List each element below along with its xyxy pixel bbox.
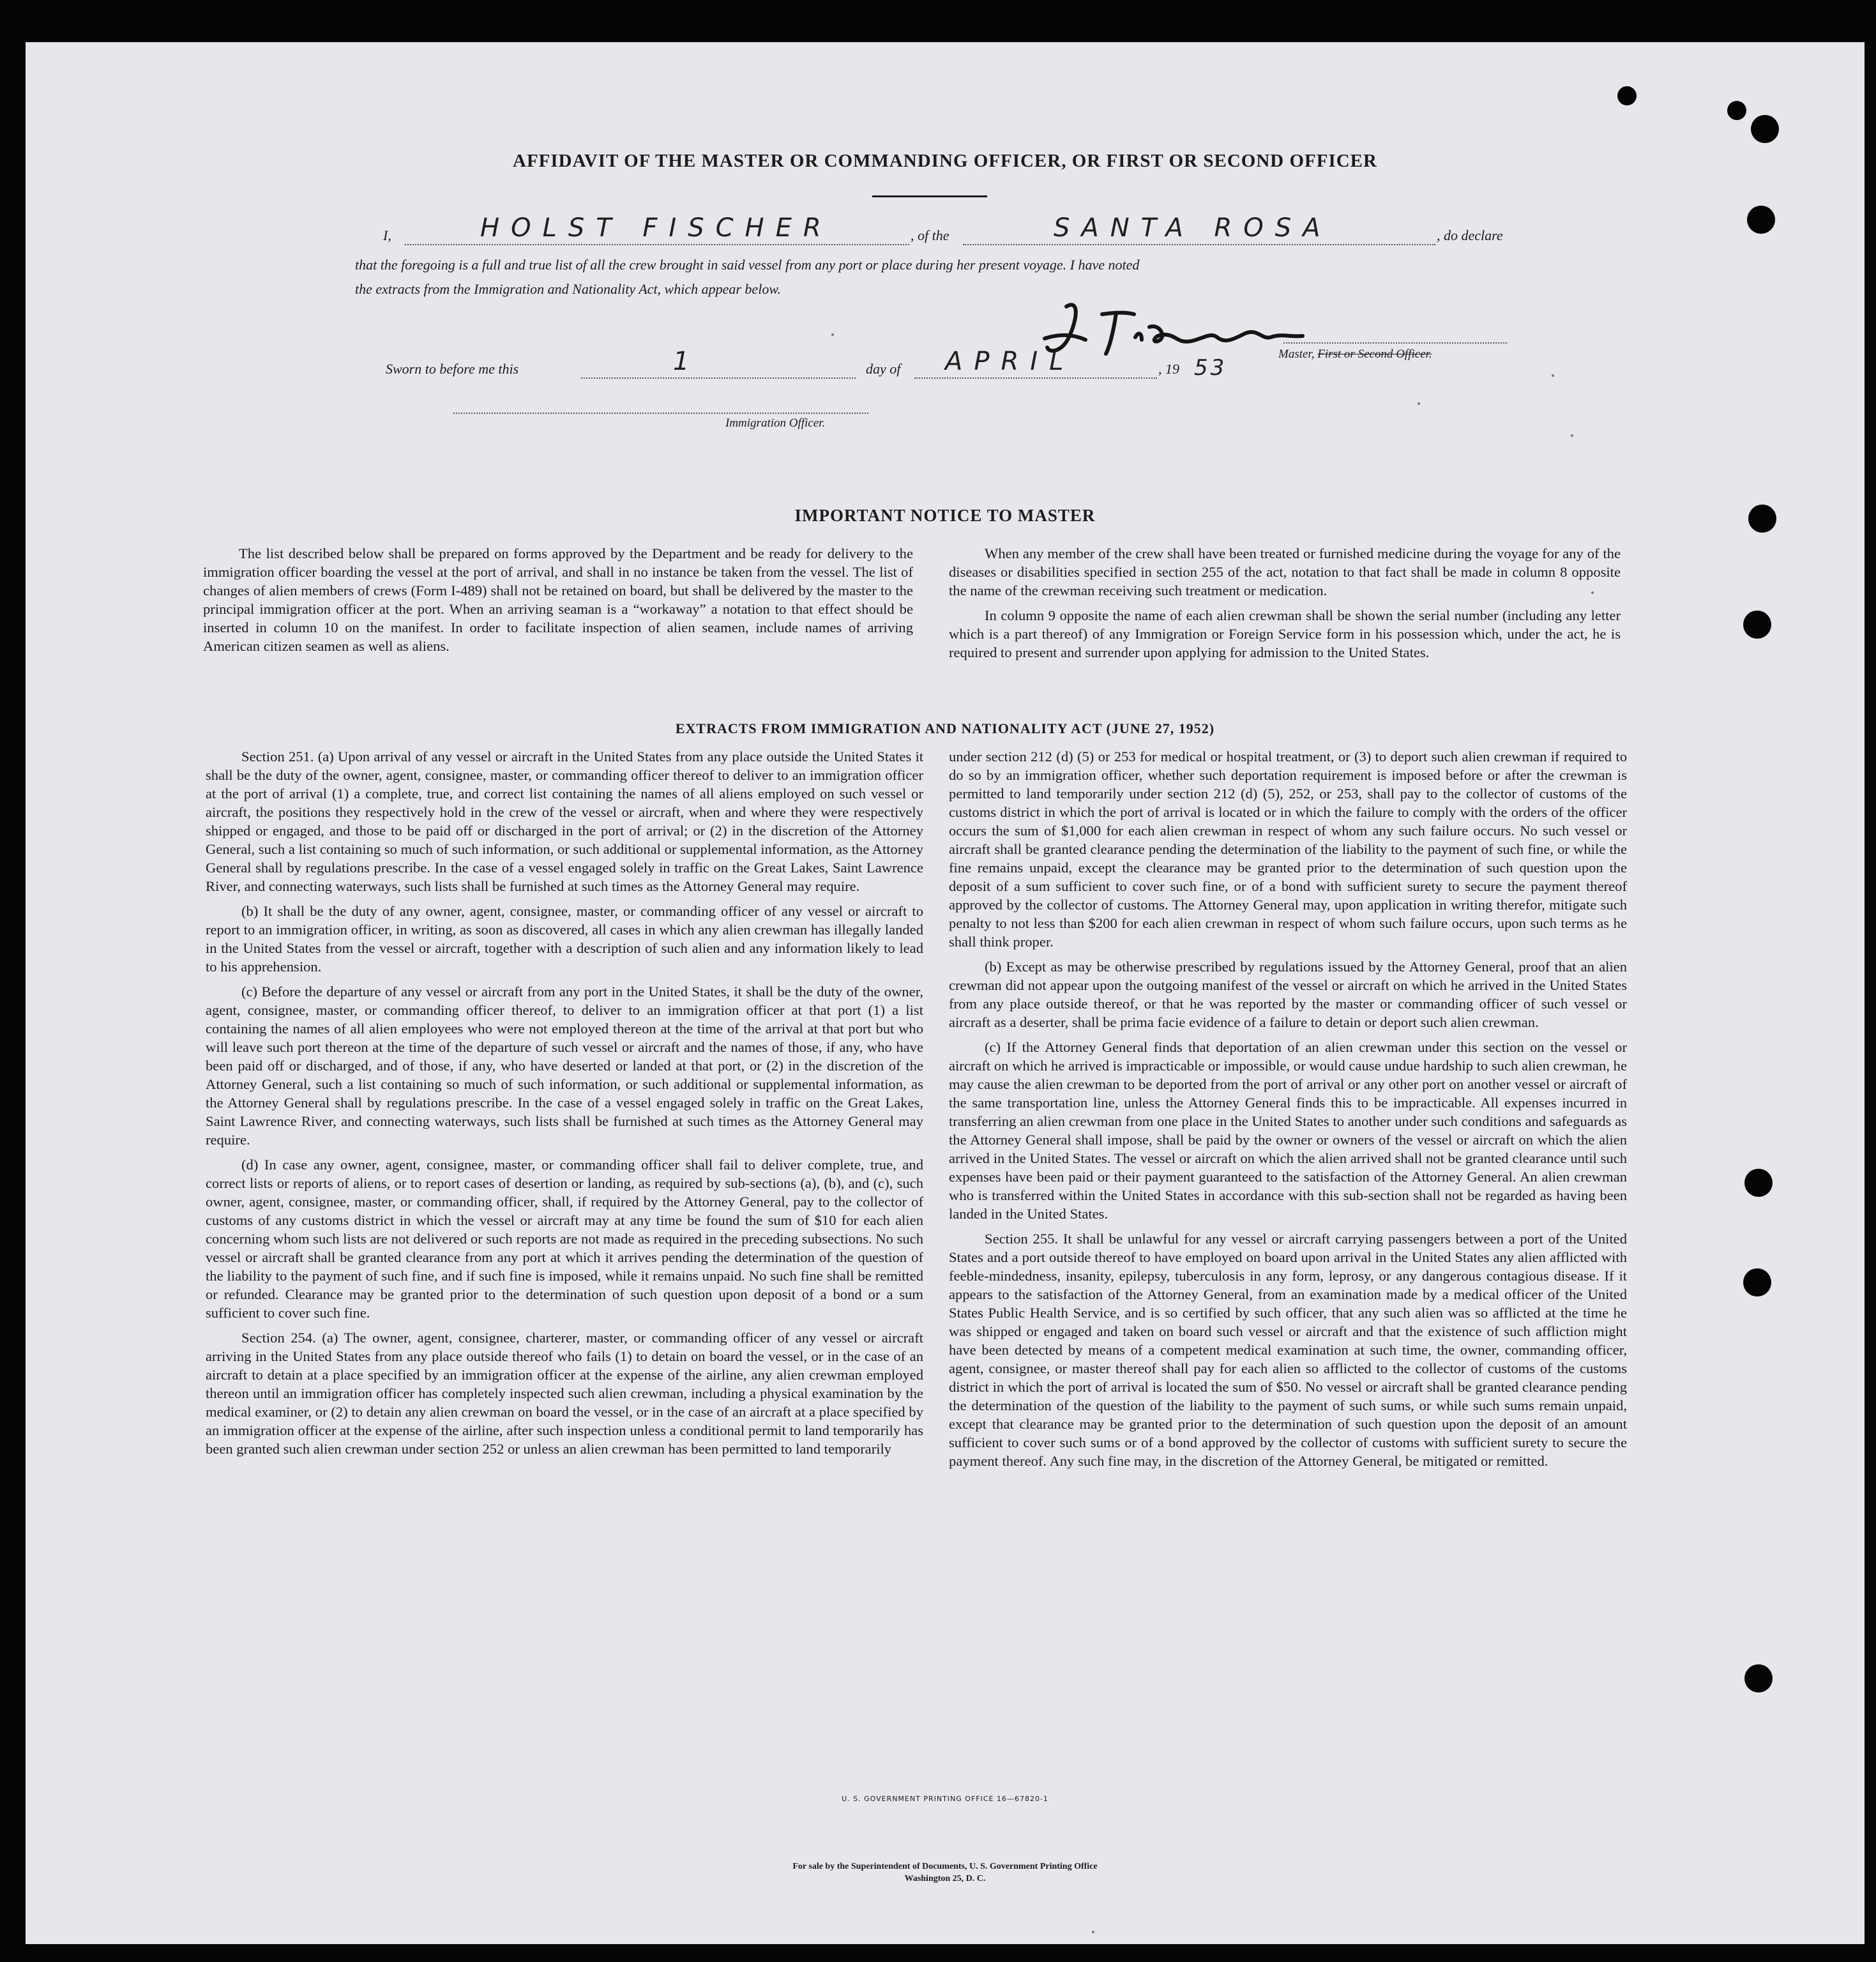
scan-speck [1418, 402, 1420, 405]
sworn-year: 53 [1194, 355, 1227, 381]
punch-hole [1743, 1268, 1771, 1297]
sworn-month-line [914, 377, 1157, 379]
immigration-officer-line [453, 413, 868, 414]
section-paragraph: (c) Before the departure of any vessel or aircraft from any port in the United States, it shall be the duty of the owner, agent, consignee, master, or commanding officer thereof, to deliver to an immigration officer at that port (1) a list containing the names of all alien employees who were not employed thereon at the time of the arrival at that port but who will leave such port thereon at the time of the departure of such vessel or aircraft and the names of those, if any, who have been paid off or discharged, and of those, if any, who have deserted or landed at that port, or (2) in the discretion of the Attorney General, such a list containing so much of such information, or such additional or supplemental information, as the Attorney General shall by regulations prescribe. In the case of a vessel engaged solely in traffic on the Great Lakes, Saint Lawrence River, and connecting waterways, such lists shall be furnished at such times as the Attorney General may require. [206, 984, 923, 1148]
notice-right-column [949, 544, 1621, 662]
notice-paragraph: The list described below shall be prepared on forms approved by the Department and be ready for delivery to the immigration officer boarding the vessel at the port of arrival, and shall in no instance be taken from the vessel. The list of changes of alien members of crews (Form I-489) shall not be retained on board, but shall be delivered by the master to the principal immigration officer at the port. When an arriving seaman is a “workaway” a notation to that effect should be inserted in column 10 on the manifest. In order to facilitate inspection of alien seamen, include names of arriving American citizen seamen as well as aliens. [203, 545, 913, 654]
punch-hole [1617, 86, 1637, 105]
sworn-day-line [581, 377, 856, 379]
section-paragraph: (d) In case any owner, agent, consignee, master, or commanding officer shall fail to deliver complete, true, and correct lists or reports of aliens, or to report cases of desertion or landing, as required by sub-sections (a), (b), and (c), such owner, agent, consignee, master, or commanding officer, shall, if required by the Attorney General, pay to the collector of customs of any customs district in which the vessel or aircraft may at any time be found the sum of $10 for each alien concerning whom such lists are not delivered or such reports are not made as required in the preceding subsections. No such vessel or aircraft shall be granted clearance from any port at which it arrives pending the determination of the question of the liability to the payment of such fine, and if such fine is imposed, while it remains unpaid. No such fine shall be remitted or refunded. Clearance may be granted prior to the determination of such question upon deposit of a bond or a sum sufficient to cover such fine. [206, 1157, 923, 1321]
sworn-label: Sworn to before me this [386, 361, 519, 377]
day-of-label: day of [866, 361, 901, 377]
immigration-officer-label: Immigration Officer. [725, 416, 826, 430]
scan-speck [831, 333, 834, 336]
of-the-label: , of the [911, 227, 949, 243]
vessel-name-line [963, 244, 1435, 245]
punch-hole [1744, 1169, 1773, 1197]
section-paragraph: (b) Except as may be otherwise prescribed by regulations issued by the Attorney General, proof that an alien crewman did not appear upon the outgoing manifest of the vessel or aircraft on which he arrived in the United States from any place outside thereof, or that he was reported by the master or commanding officer of such vessel or aircraft as a deserter, shall be prima facie evidence of a failure to detain or deport such alien crewman. [949, 959, 1627, 1030]
title-divider [872, 195, 987, 197]
first-second-officer-struck: First or Second Officer. [1317, 347, 1432, 361]
notice-title: IMPORTANT NOTICE TO MASTER [794, 506, 1096, 525]
scan-speck [1591, 591, 1594, 594]
section-paragraph: under section 212 (d) (5) or 253 for medical or hospital treatment, or (3) to deport such alien crewman if required to do so by an immigration officer, whether such deportation requirement is imposed before or after the crewman is permitted to land temporarily under section 212 (d) (5), 252, or 253, shall pay to the collector of customs of the customs district in which the port of arrival is located or in which the failure to comply with the orders of the officer occurs the sum of $1,000 for each alien crewman in respect of whom any such failure occurs. No such vessel or aircraft shall be granted clearance pending the determination of the liability to the payment of such fine, or while the fine remains unpaid, except the clearance may be granted prior to the determination of such question upon the deposit of a sum sufficient to cover such fine, or of a bond with sufficient surety to secure the payment thereof approved by the collector of customs. The Attorney General may, upon application in writing therefor, mitigate such penalty to not less than $200 for each alien crewman in respect of whom such failure occurs, upon such terms as he shall think proper. [949, 749, 1627, 950]
sworn-month: APRIL [945, 347, 1075, 376]
punch-hole [1744, 1664, 1773, 1692]
punch-hole [1743, 611, 1771, 639]
punch-hole [1747, 206, 1775, 234]
year-prefix: , 19 [1158, 361, 1179, 377]
do-declare-label: , do declare [1437, 227, 1503, 243]
for-sale-line-1: For sale by the Superintendent of Documents, U. S. Government Printing Office [792, 1862, 1098, 1871]
vessel-name: SANTA ROSA [1054, 213, 1332, 243]
punch-hole [1751, 115, 1779, 143]
affidavit-title: AFFIDAVIT OF THE MASTER OR COMMANDING OFFICER, OR FIRST OR SECOND OFFICER [513, 151, 1377, 171]
document-page [26, 42, 1865, 1944]
section-paragraph: Section 254. (a) The owner, agent, consignee, charterer, master, or commanding officer of any vessel or aircraft arriving in the United States from any place outside thereof who fails (1) to detain on board the vessel, or in the case of an aircraft to detain at a place specified by an immigration officer at the expense of the airline, any alien crewman employed thereon until an immigration officer has completely inspected such alien crewman, including a physical examination by the medical examiner, or (2) to detain any alien crewman on board the vessel, or in the case of an aircraft at a place specified by an immigration officer at the expense of the airline, after such inspection unless a conditional permit to land temporarily has been granted such alien crewman under section 252 or unless an alien crewman has been permitted to land temporarily [206, 1330, 923, 1457]
sworn-day: 1 [673, 347, 701, 376]
declarant-name: HOLST FISCHER [480, 213, 833, 243]
extracts-right-column [949, 747, 1627, 1470]
for-sale-notice [26, 1860, 1865, 1885]
extracts-left-column [206, 747, 923, 1458]
notice-paragraph: In column 9 opposite the name of each alien crewman shall be shown the serial number (including any letter which is a part thereof) of any Immigration or Foreign Service form in his possession which, under the act, he is required to present and surrender upon applying for admission to the United States. [949, 607, 1621, 660]
section-paragraph: (c) If the Attorney General finds that deportation of an alien crewman under this section on the vessel or aircraft on which he arrived is impracticable or impossible, or would cause undue hardship to such alien crewman, he may cause the alien crewman to be deported from the port of arrival or any other port on another vessel or aircraft of the same transportation line, unless the Attorney General finds this to be impracticable. All expenses incurred in transferring an alien crewman from one place in the United States to another under such conditions and safeguards as the Attorney General shall impose, shall be paid by the owner or owners of the vessel or aircraft on which the alien arrived in the United States. The vessel or aircraft on which the alien arrived shall not be granted clearance until such expenses have been paid or their payment guaranteed to the satisfaction of the Attorney General. An alien crewman who is transferred within the United States in accordance with this sub-section shall not be regarded as having been landed in the United States. [949, 1039, 1627, 1222]
i-label: I, [383, 227, 391, 243]
scan-speck [1552, 374, 1554, 377]
notice-paragraph: When any member of the crew shall have been treated or furnished medicine during the voyage for any of the diseases or disabilities specified in section 255 of the act, notation to that fact shall be made in column 8 opposite the name of the crewman receiving such treatment or medication. [949, 545, 1621, 598]
scan-speck [1092, 1931, 1094, 1933]
declarant-name-line [405, 244, 909, 245]
master-signature-line [1283, 342, 1507, 344]
master-label [1278, 347, 1432, 361]
notice-left-column [203, 544, 913, 655]
extracts-title: EXTRACTS FROM IMMIGRATION AND NATIONALITY ACT (JUNE 27, 1952) [675, 720, 1215, 736]
declaration-line-1: that the foregoing is a full and true list of all the crew brought in said vessel from any port or place during her present voyage. I have noted [355, 257, 1140, 273]
section-paragraph: (b) It shall be the duty of any owner, agent, consignee, master, or commanding officer of any vessel or aircraft to report to an immigration officer, in writing, as soon as discovered, all cases in which any alien crewman has illegally landed in the United States from the vessel or aircraft, together with a description of such alien and any information likely to lead to his apprehension. [206, 903, 923, 975]
for-sale-line-2: Washington 25, D. C. [904, 1874, 986, 1883]
master-label-text: Master, [1278, 347, 1315, 361]
section-paragraph: Section 251. (a) Upon arrival of any vessel or aircraft in the United States from any place outside the United States it shall be the duty of the owner, agent, consignee, master, or commanding officer thereof to deliver to an immigration officer at the port of arrival (1) a complete, true, and correct list containing the names of all aliens employed on such vessel or aircraft, the positions they respectively hold in the crew of the vessel or aircraft, when and where they were respectively shipped or engaged, and those to be paid off or discharged in the port of arrival; or (2) in the discretion of the Attorney General, such a list containing so much of such information, or such additional or supplemental information, as the Attorney General shall by regulations prescribe. In the case of a vessel engaged solely in traffic on the Great Lakes, Saint Lawrence River, and connecting waterways, such lists shall be furnished at such times as the Attorney General may require. [206, 749, 923, 894]
printing-office-line: U. S. GOVERNMENT PRINTING OFFICE 16—67820-1 [842, 1795, 1048, 1803]
section-paragraph: Section 255. It shall be unlawful for any vessel or aircraft carrying passengers between a port of the United States and a port outside thereof to have employed on board upon arrival in the United States any alien afflicted with feeble-mindedness, insanity, epilepsy, tuberculosis in any form, leprosy, or any dangerous contagious disease. If it appears to the satisfaction of the Attorney General, from an examination made by a medical officer of the United States Public Health Service, and is so certified by such officer, that any such alien was so afflicted at the time he was shipped or engaged and taken on board such vessel or aircraft and that the existence of such affliction might have been detected by means of a competent medical examination at such time, the owner, commanding officer, agent, consignee, or master thereof shall pay for each alien so afflicted to the collector of customs of the customs district in which the port of arrival is located the sum of $50. No vessel or aircraft shall be granted clearance pending the determination of the question of the liability to the payment of such sums, or while such sums remain unpaid, except that clearance may be granted prior to the determination of such question upon the deposit of an amount sufficient to cover such sums or of a bond approved by the collector of customs with sufficient surety to secure the payment thereof. Any such fine may, in the discretion of the Attorney General, be mitigated or remitted. [949, 1231, 1627, 1469]
master-signature [1041, 293, 1309, 369]
punch-hole [1727, 101, 1746, 120]
declaration-line-2: the extracts from the Immigration and Nationality Act, which appear below. [355, 281, 781, 297]
scan-speck [1571, 434, 1573, 437]
